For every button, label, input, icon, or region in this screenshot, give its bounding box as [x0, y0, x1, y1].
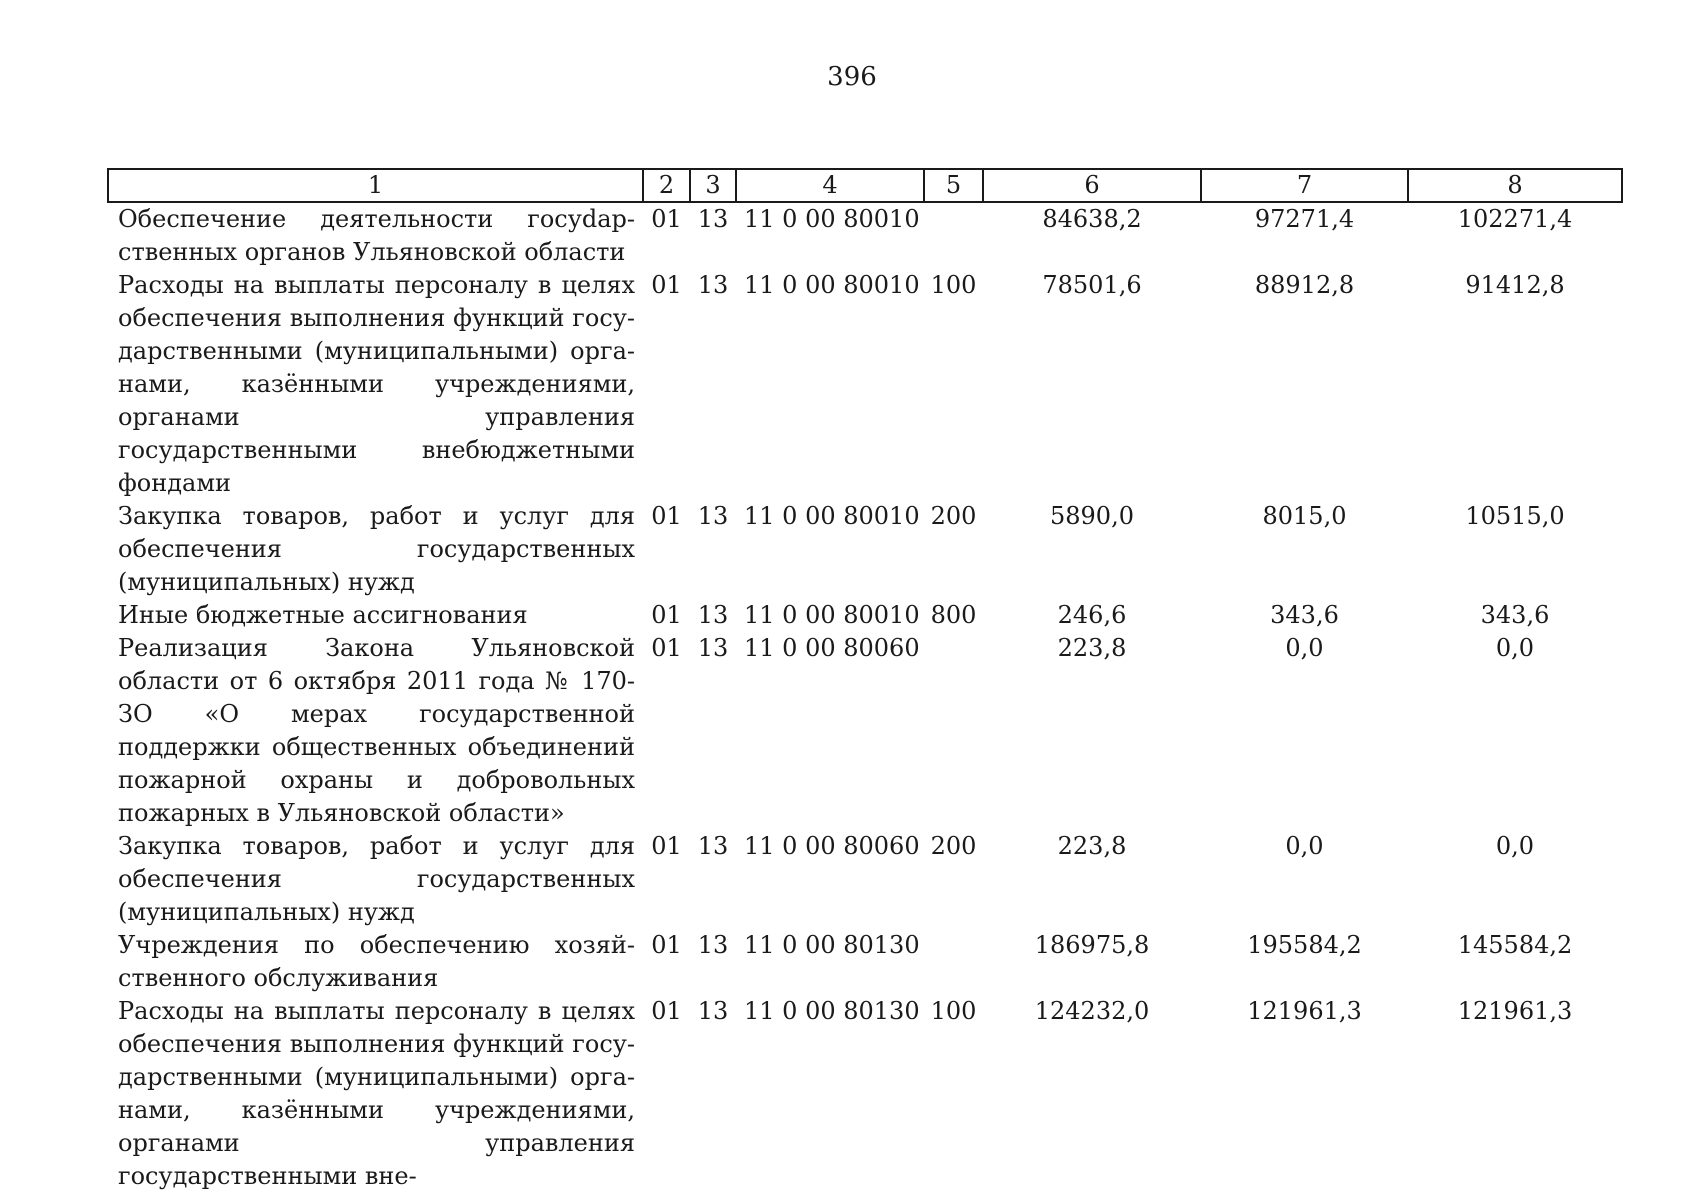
- amount-col-7: 8015,0: [1262, 502, 1347, 530]
- amount-col-8: 10515,0: [1465, 502, 1565, 530]
- expense-type-code: 100: [930, 997, 977, 1025]
- amount-col-6: 223,8: [1057, 832, 1127, 860]
- table-row: [108, 929, 1622, 995]
- amount-col-6: 124232,0: [1034, 997, 1150, 1025]
- expense-type-code: 200: [930, 502, 977, 530]
- table-row: [108, 269, 1622, 500]
- table-row: [108, 995, 1622, 1193]
- target-article-code: 11 0 00 80010: [744, 271, 920, 299]
- column-header: 1: [108, 169, 643, 202]
- column-header: 8: [1408, 169, 1622, 202]
- table-row: [108, 599, 1622, 632]
- row-description: Расходы на выплаты персоналу в целях обеспечения выполнения функций государственными (муниципальными) органами, казёнными учреждениями, органами управления государственными вне-: [118, 997, 635, 1190]
- row-description: Реализация Закона Ульяновской области от 6 октября 2011 года № 170-ЗО «О мерах государственной поддержки общественных объединений пожарной охраны и добровольных пожарных в Ульяновской области»: [118, 634, 635, 827]
- amount-col-7: 0,0: [1285, 634, 1324, 662]
- expense-type-code: [924, 929, 983, 995]
- target-article-code: 11 0 00 80130: [744, 997, 920, 1025]
- column-header: 7: [1201, 169, 1408, 202]
- amount-col-7: 121961,3: [1247, 997, 1362, 1025]
- row-description: Учреждения по обеспечению хозяйственного обслуживания: [118, 931, 635, 992]
- amount-col-8: 121961,3: [1457, 997, 1573, 1025]
- amount-col-7: 88912,8: [1254, 271, 1355, 299]
- column-header: 6: [983, 169, 1201, 202]
- section-code: 01: [651, 931, 682, 959]
- row-description: Закупка товаров, работ и услуг для обеспечения государственных (муниципальных) нужд: [118, 832, 635, 926]
- budget-table: [107, 168, 1623, 1193]
- row-description: Закупка товаров, работ и услуг для обеспечения государственных (муниципальных) нужд: [118, 502, 635, 596]
- expense-type-code: 800: [930, 601, 977, 629]
- section-code: 01: [651, 832, 682, 860]
- subsection-code: 13: [697, 271, 729, 299]
- row-description: Расходы на выплаты персоналу в целях обеспечения выполнения функций государственными (муниципальными) органами, казёнными учреждениями, органами управления государственными внебюджетными фондами: [118, 271, 635, 497]
- table-body: [108, 202, 1622, 1193]
- section-code: 01: [651, 271, 682, 299]
- table-row: [108, 632, 1622, 830]
- section-code: 01: [651, 601, 682, 629]
- target-article-code: 11 0 00 80060: [744, 832, 920, 860]
- expense-type-code: 100: [930, 271, 977, 299]
- column-header: 2: [643, 169, 690, 202]
- page-number: 396: [827, 62, 877, 92]
- amount-col-6: 84638,2: [1042, 205, 1142, 233]
- section-code: 01: [651, 997, 682, 1025]
- amount-col-8: 343,6: [1480, 601, 1550, 629]
- subsection-code: 13: [697, 931, 729, 959]
- table-row: [108, 500, 1622, 599]
- table-row: [108, 202, 1622, 269]
- expense-type-code: 200: [930, 832, 977, 860]
- subsection-code: 13: [697, 997, 729, 1025]
- amount-col-7: 97271,4: [1254, 205, 1355, 233]
- amount-col-7: 0,0: [1285, 832, 1324, 860]
- row-description: Обеспечение деятельности госуdарственных органов Ульяновской области: [118, 205, 635, 266]
- expense-type-code: [924, 202, 983, 269]
- target-article-code: 11 0 00 80010: [744, 502, 920, 530]
- subsection-code: 13: [697, 832, 729, 860]
- subsection-code: 13: [697, 502, 729, 530]
- amount-col-6: 5890,0: [1050, 502, 1134, 530]
- target-article-code: 11 0 00 80060: [744, 634, 920, 662]
- expense-type-code: [924, 632, 983, 830]
- target-article-code: 11 0 00 80010: [744, 601, 920, 629]
- subsection-code: 13: [697, 601, 729, 629]
- column-header: 3: [690, 169, 736, 202]
- subsection-code: 13: [697, 205, 729, 233]
- section-code: 01: [651, 502, 682, 530]
- target-article-code: 11 0 00 80010: [744, 205, 920, 233]
- amount-col-6: 223,8: [1057, 634, 1127, 662]
- amount-col-6: 186975,8: [1034, 931, 1150, 959]
- amount-col-8: 102271,4: [1457, 205, 1573, 233]
- target-article-code: 11 0 00 80130: [744, 931, 920, 959]
- amount-col-8: 0,0: [1495, 832, 1535, 860]
- amount-col-7: 343,6: [1270, 601, 1339, 629]
- section-code: 01: [651, 634, 682, 662]
- column-header: 4: [736, 169, 924, 202]
- table-row: [108, 830, 1622, 929]
- amount-col-7: 195584,2: [1247, 931, 1362, 959]
- subsection-code: 13: [697, 634, 729, 662]
- amount-col-6: 246,6: [1057, 601, 1127, 629]
- section-code: 01: [651, 205, 682, 233]
- amount-col-6: 78501,6: [1042, 271, 1142, 299]
- row-description: Иные бюджетные ассигнования: [118, 601, 528, 629]
- amount-col-8: 0,0: [1495, 634, 1535, 662]
- amount-col-8: 145584,2: [1457, 931, 1573, 959]
- amount-col-8: 91412,8: [1465, 271, 1565, 299]
- column-header: 5: [924, 169, 983, 202]
- table-header: [108, 169, 1622, 202]
